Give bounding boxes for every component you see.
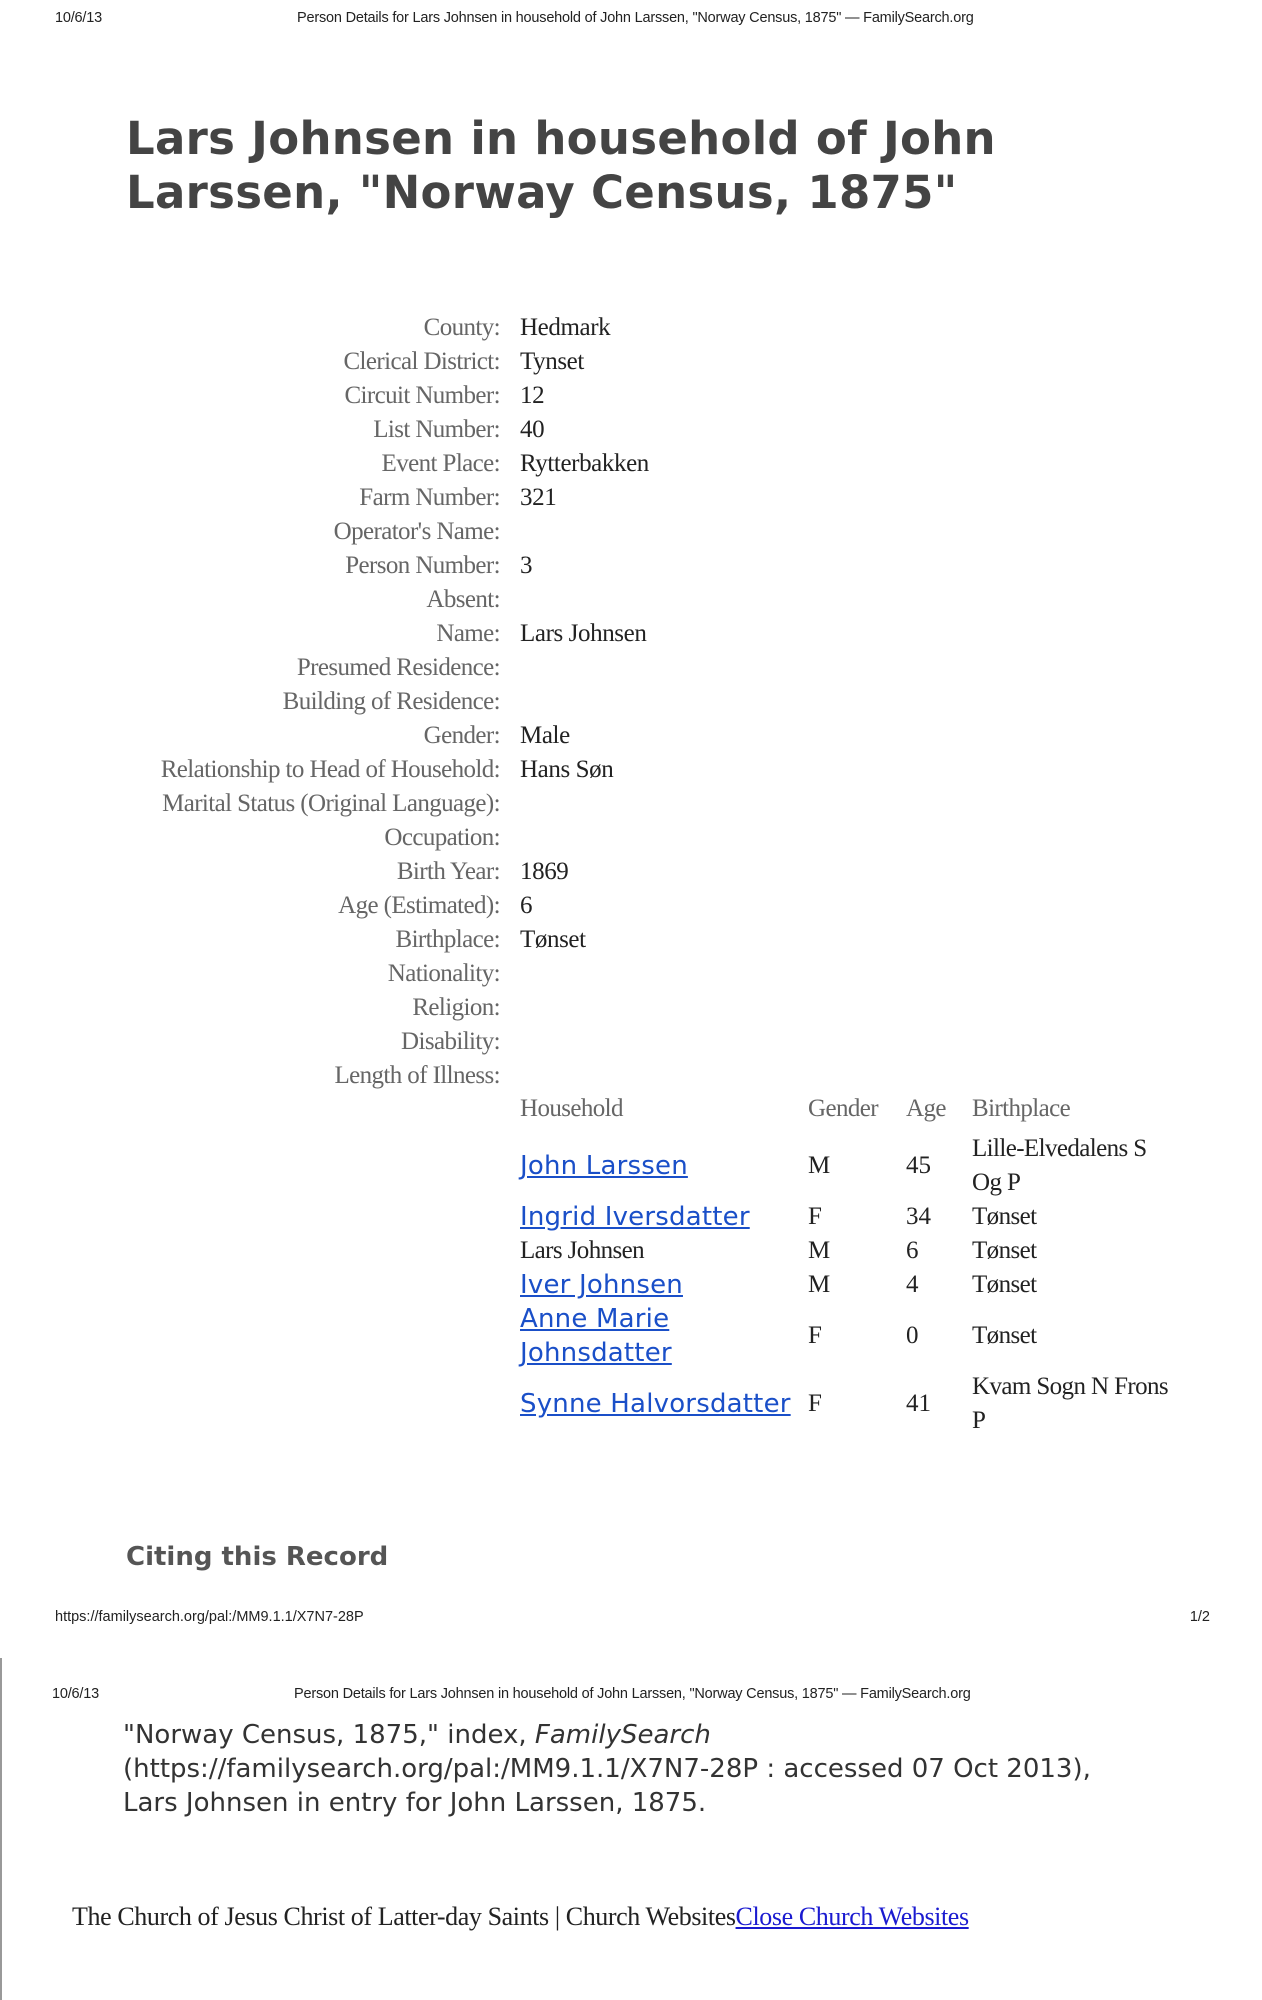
household-row bbox=[520, 1200, 1160, 1234]
detail-label: Disability: bbox=[401, 1028, 500, 1055]
detail-row bbox=[0, 991, 1262, 1025]
household-gender-cell: F bbox=[808, 1203, 822, 1230]
detail-value: 3 bbox=[520, 552, 533, 579]
detail-value: Lars Johnsen bbox=[520, 620, 647, 647]
detail-label: Birth Year: bbox=[396, 858, 500, 885]
detail-value: 1869 bbox=[520, 858, 569, 885]
household-table bbox=[520, 1092, 1169, 1438]
detail-row bbox=[0, 855, 1262, 889]
detail-label: Age (Estimated): bbox=[338, 892, 500, 919]
detail-row bbox=[0, 923, 1262, 957]
detail-row bbox=[0, 821, 1262, 855]
household-name-cell bbox=[520, 1268, 808, 1302]
detail-row bbox=[0, 379, 1262, 413]
detail-row bbox=[0, 957, 1262, 991]
household-age-cell: 6 bbox=[906, 1237, 919, 1264]
household-gender-cell: M bbox=[808, 1271, 831, 1298]
church-footer-text: The Church of Jesus Christ of Latter-day Saints | Church Websites bbox=[72, 1902, 736, 1931]
detail-row bbox=[0, 889, 1262, 923]
print-url: https://familysearch.org/pal:/MM9.1.1/X7N7-28P bbox=[55, 1609, 364, 1625]
household-age-cell: 41 bbox=[906, 1390, 931, 1417]
household-person-link[interactable]: Synne Halvorsdatter bbox=[520, 1389, 791, 1419]
household-gender-cell: M bbox=[808, 1237, 831, 1264]
detail-label: Absent: bbox=[426, 586, 500, 613]
household-birthplace-cell: Kvam Sogn N Frons P bbox=[972, 1373, 1169, 1434]
detail-label: List Number: bbox=[373, 416, 500, 443]
household-person-link[interactable]: John Larssen bbox=[520, 1151, 688, 1181]
detail-label: Circuit Number: bbox=[344, 382, 500, 409]
church-footer bbox=[72, 1900, 1072, 1934]
household-row bbox=[520, 1132, 1160, 1200]
household-header-gender: Gender bbox=[808, 1095, 878, 1122]
household-person-name: Lars Johnsen bbox=[520, 1237, 645, 1264]
citation-source: FamilySearch bbox=[534, 1720, 711, 1750]
detail-label: Name: bbox=[436, 620, 500, 647]
detail-row bbox=[0, 413, 1262, 447]
detail-label: Nationality: bbox=[387, 960, 500, 987]
household-header-age: Age bbox=[906, 1095, 946, 1122]
household-age-cell: 4 bbox=[906, 1271, 919, 1298]
detail-label: Length of Illness: bbox=[334, 1062, 500, 1089]
page-title: Lars Johnsen in household of John Larssen, "Norway Census, 1875" bbox=[126, 112, 996, 219]
person-details bbox=[0, 311, 1262, 1093]
detail-row bbox=[0, 719, 1262, 753]
detail-value: 40 bbox=[520, 416, 545, 443]
detail-value: Hedmark bbox=[520, 314, 611, 341]
citation-part-1: "Norway Census, 1875," index, bbox=[123, 1720, 535, 1750]
household-name-cell bbox=[520, 1149, 808, 1183]
household-age-cell: 45 bbox=[906, 1152, 931, 1179]
household-birthplace-cell: Lille-Elvedalens S Og P bbox=[972, 1135, 1147, 1196]
citing-heading: Citing this Record bbox=[126, 1542, 389, 1572]
detail-row bbox=[0, 481, 1262, 515]
household-gender-cell: F bbox=[808, 1390, 822, 1417]
detail-row bbox=[0, 787, 1262, 821]
household-header-name: Household bbox=[520, 1095, 623, 1122]
detail-row bbox=[0, 651, 1262, 685]
household-person-link[interactable]: Iver Johnsen bbox=[520, 1270, 683, 1300]
print-page-title: Person Details for Lars Johnsen in household of John Larssen, "Norway Census, 1875" — FamilySearch.org bbox=[297, 10, 974, 26]
detail-label: Presumed Residence: bbox=[296, 654, 500, 681]
print-date: 10/6/13 bbox=[52, 1686, 99, 1702]
household-header-birthplace: Birthplace bbox=[972, 1095, 1071, 1122]
detail-row bbox=[0, 447, 1262, 481]
household-birthplace-cell: Tønset bbox=[972, 1322, 1037, 1349]
detail-value: Tønset bbox=[520, 926, 586, 953]
detail-row bbox=[0, 1059, 1262, 1093]
detail-row bbox=[0, 583, 1262, 617]
detail-value: 6 bbox=[520, 892, 533, 919]
detail-label: Occupation: bbox=[384, 824, 500, 851]
detail-value: Male bbox=[520, 722, 570, 749]
household-person-link[interactable]: Anne Marie Johnsdatter bbox=[520, 1304, 672, 1368]
detail-label: Relationship to Head of Household: bbox=[160, 756, 500, 783]
household-row bbox=[520, 1370, 1169, 1438]
household-gender-cell: M bbox=[808, 1152, 831, 1179]
household-birthplace-cell: Tønset bbox=[972, 1237, 1037, 1264]
print-header bbox=[0, 0, 1262, 30]
citation-part-2: (https://familysearch.org/pal:/MM9.1.1/X7N7-28P : accessed 07 Oct 2013), Lars Johnsen in entry for John Larssen, 1875. bbox=[123, 1754, 1091, 1818]
household-row bbox=[520, 1302, 1160, 1370]
detail-value: Tynset bbox=[520, 348, 584, 375]
household-birthplace-cell: Tønset bbox=[972, 1203, 1037, 1230]
print-page-title: Person Details for Lars Johnsen in household of John Larssen, "Norway Census, 1875" — FamilySearch.org bbox=[294, 1686, 971, 1702]
detail-value: 12 bbox=[520, 382, 545, 409]
detail-row bbox=[0, 345, 1262, 379]
detail-row bbox=[0, 515, 1262, 549]
detail-label: Gender: bbox=[423, 722, 500, 749]
detail-value: Rytterbakken bbox=[520, 450, 649, 477]
household-gender-cell: F bbox=[808, 1322, 822, 1349]
print-page-number: 1/2 bbox=[1189, 1609, 1210, 1625]
household-age-cell: 34 bbox=[906, 1203, 931, 1230]
print-date: 10/6/13 bbox=[55, 10, 102, 26]
detail-label: Religion: bbox=[412, 994, 500, 1021]
household-name-cell bbox=[520, 1302, 808, 1370]
detail-label: Event Place: bbox=[381, 450, 500, 477]
print-header-page-2 bbox=[0, 1678, 1262, 1708]
page-divider bbox=[0, 1658, 2, 2000]
household-header-row bbox=[520, 1092, 1160, 1132]
detail-label: Marital Status (Original Language): bbox=[162, 790, 500, 817]
detail-row bbox=[0, 1025, 1262, 1059]
detail-label: Operator's Name: bbox=[333, 518, 500, 545]
detail-row bbox=[0, 617, 1262, 651]
detail-row bbox=[0, 549, 1262, 583]
household-person-link[interactable]: Ingrid Iversdatter bbox=[520, 1202, 750, 1232]
detail-value: Hans Søn bbox=[520, 756, 614, 783]
detail-label: Person Number: bbox=[345, 552, 500, 579]
household-name-cell bbox=[520, 1234, 808, 1268]
detail-value: 321 bbox=[520, 484, 557, 511]
detail-row bbox=[0, 685, 1262, 719]
detail-label: Building of Residence: bbox=[282, 688, 500, 715]
detail-label: County: bbox=[423, 314, 500, 341]
household-birthplace-cell: Tønset bbox=[972, 1271, 1037, 1298]
household-name-cell bbox=[520, 1387, 808, 1421]
household-row bbox=[520, 1268, 1160, 1302]
detail-label: Birthplace: bbox=[395, 926, 500, 953]
household-name-cell bbox=[520, 1200, 808, 1234]
close-church-websites-link[interactable]: Close Church Websites bbox=[735, 1902, 969, 1931]
household-age-cell: 0 bbox=[906, 1322, 919, 1349]
detail-row bbox=[0, 311, 1262, 345]
detail-label: Clerical District: bbox=[343, 348, 500, 375]
citation-text bbox=[123, 1718, 1123, 1820]
detail-label: Farm Number: bbox=[359, 484, 500, 511]
household-row bbox=[520, 1234, 1160, 1268]
detail-row bbox=[0, 753, 1262, 787]
